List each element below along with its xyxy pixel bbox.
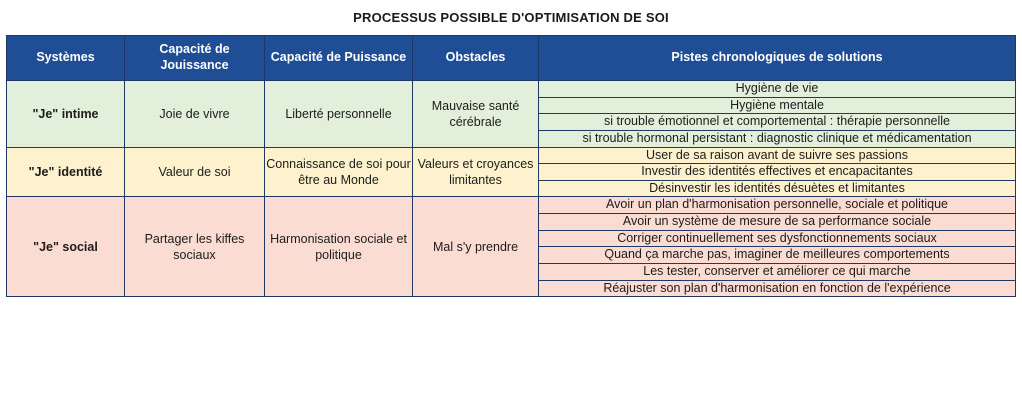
column-header-systemes: Systèmes bbox=[7, 36, 125, 81]
column-header-capacite-jouissance: Capacité de Jouissance bbox=[125, 36, 265, 81]
list-item: Hygiène mentale bbox=[539, 97, 1015, 114]
list-item: Avoir un plan d'harmonisation personnelle, sociale et politique bbox=[539, 197, 1015, 213]
list-item: si trouble hormonal persistant : diagnostic clinique et médicamentation bbox=[539, 130, 1015, 146]
table-header-row bbox=[7, 36, 1016, 81]
page-title: PROCESSUS POSSIBLE D'OPTIMISATION DE SOI bbox=[353, 10, 669, 25]
cell-jouissance-je-social: Partager les kiffes sociaux bbox=[125, 197, 265, 297]
cell-puissance-je-identite: Connaissance de soi pour être au Monde bbox=[265, 147, 413, 197]
list-item: Avoir un système de mesure de sa performance sociale bbox=[539, 214, 1015, 231]
cell-obstacles-je-identite: Valeurs et croyances limitantes bbox=[413, 147, 539, 197]
list-item: Désinvestir les identités désuètes et limitantes bbox=[539, 180, 1015, 196]
column-header-capacite-puissance: Capacité de Puissance bbox=[265, 36, 413, 81]
table-row bbox=[7, 81, 1016, 148]
cell-solutions-je-identite bbox=[539, 147, 1016, 197]
cell-puissance-je-social: Harmonisation sociale et politique bbox=[265, 197, 413, 297]
cell-jouissance-je-identite: Valeur de soi bbox=[125, 147, 265, 197]
row-label-je-identite: "Je" identité bbox=[7, 147, 125, 197]
list-item: Investir des identités effectives et encapacitantes bbox=[539, 164, 1015, 181]
table-row bbox=[7, 197, 1016, 297]
cell-solutions-je-intime bbox=[539, 81, 1016, 148]
list-item: Réajuster son plan d'harmonisation en fonction de l'expérience bbox=[539, 280, 1015, 296]
cell-solutions-je-social bbox=[539, 197, 1016, 297]
list-item: si trouble émotionnel et comportemental : thérapie personnelle bbox=[539, 114, 1015, 131]
list-item: User de sa raison avant de suivre ses passions bbox=[539, 148, 1015, 164]
cell-jouissance-je-intime: Joie de vivre bbox=[125, 81, 265, 148]
list-item: Quand ça marche pas, imaginer de meilleures comportements bbox=[539, 247, 1015, 264]
solutions-list-je-social bbox=[539, 197, 1015, 296]
cell-obstacles-je-intime: Mauvaise santé cérébrale bbox=[413, 81, 539, 148]
row-label-je-social: "Je" social bbox=[7, 197, 125, 297]
column-header-obstacles: Obstacles bbox=[413, 36, 539, 81]
column-header-pistes-solutions: Pistes chronologiques de solutions bbox=[539, 36, 1016, 81]
solutions-list-je-intime bbox=[539, 81, 1015, 147]
list-item: Les tester, conserver et améliorer ce qui marche bbox=[539, 263, 1015, 280]
row-label-je-intime: "Je" intime bbox=[7, 81, 125, 148]
solutions-list-je-identite bbox=[539, 148, 1015, 197]
optimisation-matrix bbox=[6, 35, 1016, 297]
table-row bbox=[7, 147, 1016, 197]
list-item: Hygiène de vie bbox=[539, 81, 1015, 97]
cell-obstacles-je-social: Mal s'y prendre bbox=[413, 197, 539, 297]
list-item: Corriger continuellement ses dysfonctionnements sociaux bbox=[539, 230, 1015, 247]
cell-puissance-je-intime: Liberté personnelle bbox=[265, 81, 413, 148]
